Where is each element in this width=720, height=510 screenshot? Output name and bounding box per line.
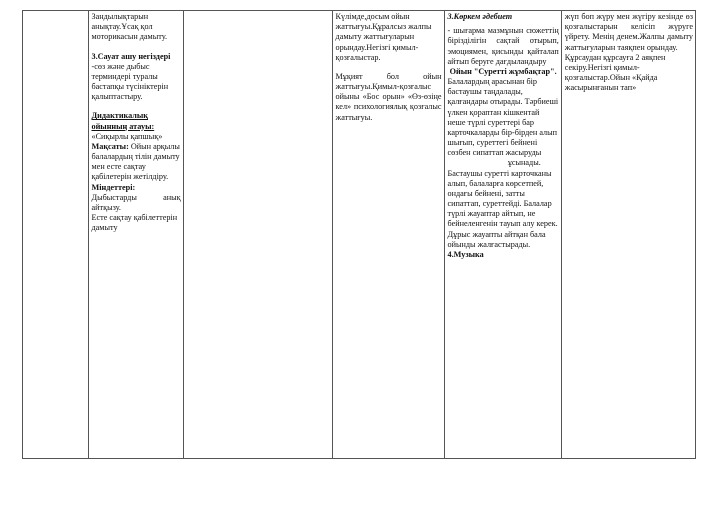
lesson-plan-table [22, 10, 696, 459]
physical-activity-para-2: Мұқият бол ойын жаттығуы.Қимыл-қозғалыс ойыны «Бос орын» «Өз-өзіңе кел» психологиялық қозғалыс жаттығуы. [335, 71, 442, 122]
literature-intro: - шығарма мазмұнын сюжеттің бірізділігін сақтай отырып, эмоциямен, қисынды қайталап айтып беруге дағдыландыру [447, 26, 559, 66]
didactic-game-name: «Сиқырлы қапшық» [91, 131, 163, 141]
movement-para-1: жүп боп жүру мен жүгіру кезінде өз қозғалыстарын келісіп жүруге үйрету. Менің денем.Жалпы дамыту жаттығуларын таяқпен орындау. [564, 12, 693, 52]
literacy-intro: Зандылықтарын анықтау.Ұсақ қол моторикасын дамыту. [91, 12, 168, 42]
goal-text: Ойын арқылы балалардың тілін дамыту мен есте сақтау қабілетерін жетілдіру. [91, 141, 180, 182]
physical-activity-para-1: Күлімде,досым ойын жаттығуы.Құралсыз жалпы дамыту жаттығуларын орындау.Негізгі қимыл-қозғалыстар. [335, 12, 432, 62]
empty-cell-first [23, 11, 89, 459]
goal-label: Мақсаты: [91, 141, 129, 151]
game-description-2: Бастаушы суретті карточканы алып, балаларға көрсетпей, ондағы бейнені, затты сипаттап, суреттейді. Балалар түрлі жауаптар айтып, не бейнеленгенін тауып алу керек. Дұрыс жауапты айтқан бала ойынды жалғастырады. [447, 168, 558, 249]
tasks-line-2: Есте сақтау қабілеттерін дамыту [91, 213, 178, 233]
literature-section-title: 3.Көркем әдебиет [447, 12, 513, 21]
tasks-label: Міндеттері: [91, 182, 136, 192]
game-description-end: ұсынады. [507, 158, 541, 168]
movement-para-2: Құрсаудан құрсауға 2 аяқпен секіру.Негізгі қимыл-қозғалыстар.Ойын «Қайда жасырынғанын тап» [564, 52, 666, 93]
music-section-title: 4.Музыка [447, 249, 484, 259]
literacy-section-text: -сөз және дыбыс терминдері туралы бастапқы түсініктерін қалыптастыру. [91, 61, 169, 102]
movement-cell [561, 11, 695, 459]
table-row [23, 11, 696, 459]
tasks-line-1: Дыбыстарды анық айтқызу. [91, 192, 181, 212]
literacy-section-title: 3.Сауат ашу негіздері [91, 51, 171, 61]
game-title: Ойын "Суретті жұмбақтар". [449, 66, 557, 76]
literacy-cell [88, 11, 183, 459]
empty-cell-middle [183, 11, 332, 459]
goal-paragraph [92, 142, 181, 183]
game-description: Балалардың арасынан бір бастаушы таңдалады, қалғандары отырады. Тәрбиеші үлкен қораптан кішкентай неше түрлі суреттері бар карточкаларды бір-бірден алып шығып, суреттегі бейнені сөзбен сипаттап жасыруды [447, 77, 559, 158]
literature-cell [444, 11, 561, 459]
physical-activity-cell [332, 11, 444, 459]
didactic-game-label: Дидактикалық ойынның атауы: [91, 111, 155, 131]
